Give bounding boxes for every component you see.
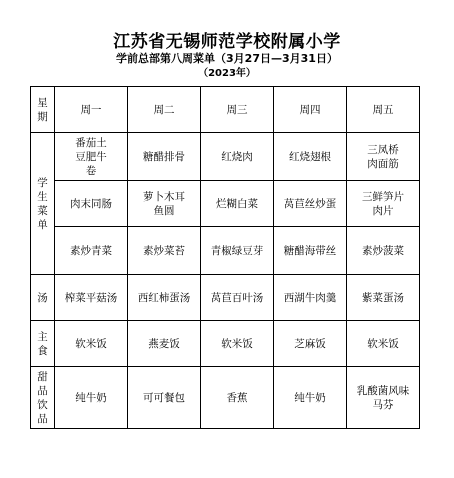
dish-cell: 红烧翅根 xyxy=(274,133,347,181)
dessert-cell: 乳酸菌风味马芬 xyxy=(347,367,420,429)
menu-title: 学前总部第八周菜单（3月27日—3月31日） xyxy=(116,52,338,65)
dessert-cell: 纯牛奶 xyxy=(274,367,347,429)
dish-cell: 红烧肉 xyxy=(201,133,274,181)
dish-cell: 莴苣丝炒蛋 xyxy=(274,181,347,227)
soup-label: 汤 xyxy=(31,275,55,321)
weekly-menu-table xyxy=(30,86,420,429)
soup-cell: 西红柿蛋汤 xyxy=(128,275,201,321)
staple-cell: 软米饭 xyxy=(347,321,420,367)
dish-cell: 萝卜木耳鱼圆 xyxy=(128,181,201,227)
soup-cell: 榨菜平菇汤 xyxy=(55,275,128,321)
staple-cell: 软米饭 xyxy=(55,321,128,367)
dish-cell: 糖醋排骨 xyxy=(128,133,201,181)
dish-cell: 烂糊白菜 xyxy=(201,181,274,227)
day-header: 周三 xyxy=(201,87,274,133)
dish-cell: 素炒青菜 xyxy=(55,227,128,275)
dessert-cell: 可可餐包 xyxy=(128,367,201,429)
student-dishes-label: 学生菜单 xyxy=(31,133,55,275)
school-title: 江苏省无锡师范学校附属小学 xyxy=(113,32,341,52)
table-row xyxy=(31,321,420,367)
day-header: 周五 xyxy=(347,87,420,133)
dish-cell: 素炒菜苔 xyxy=(128,227,201,275)
table-row xyxy=(31,227,420,275)
soup-cell: 莴苣百叶汤 xyxy=(201,275,274,321)
weekday-corner-cell: 星期 xyxy=(31,87,55,133)
soup-cell: 紫菜蛋汤 xyxy=(347,275,420,321)
staple-cell: 燕麦饭 xyxy=(128,321,201,367)
day-header: 周四 xyxy=(274,87,347,133)
dish-cell: 肉末同肠 xyxy=(55,181,128,227)
day-header: 周一 xyxy=(55,87,128,133)
staple-cell: 软米饭 xyxy=(201,321,274,367)
table-row xyxy=(31,181,420,227)
menu-year: （2023年） xyxy=(198,68,256,79)
staple-label: 主食 xyxy=(31,321,55,367)
dish-cell: 三凤桥肉面筋 xyxy=(347,133,420,181)
table-row xyxy=(31,275,420,321)
dish-cell: 青椒绿豆芽 xyxy=(201,227,274,275)
dish-cell: 番茄土豆肥牛卷 xyxy=(55,133,128,181)
day-header: 周二 xyxy=(128,87,201,133)
table-header-row xyxy=(31,87,420,133)
table-row xyxy=(31,367,420,429)
dish-cell: 糖醋海带丝 xyxy=(274,227,347,275)
table-row xyxy=(31,133,420,181)
dessert-label: 甜品饮品 xyxy=(31,367,55,429)
dish-cell: 素炒菠菜 xyxy=(347,227,420,275)
dessert-cell: 香蕉 xyxy=(201,367,274,429)
soup-cell: 西湖牛肉羹 xyxy=(274,275,347,321)
staple-cell: 芝麻饭 xyxy=(274,321,347,367)
dessert-cell: 纯牛奶 xyxy=(55,367,128,429)
dish-cell: 三鲜笋片肉片 xyxy=(347,181,420,227)
